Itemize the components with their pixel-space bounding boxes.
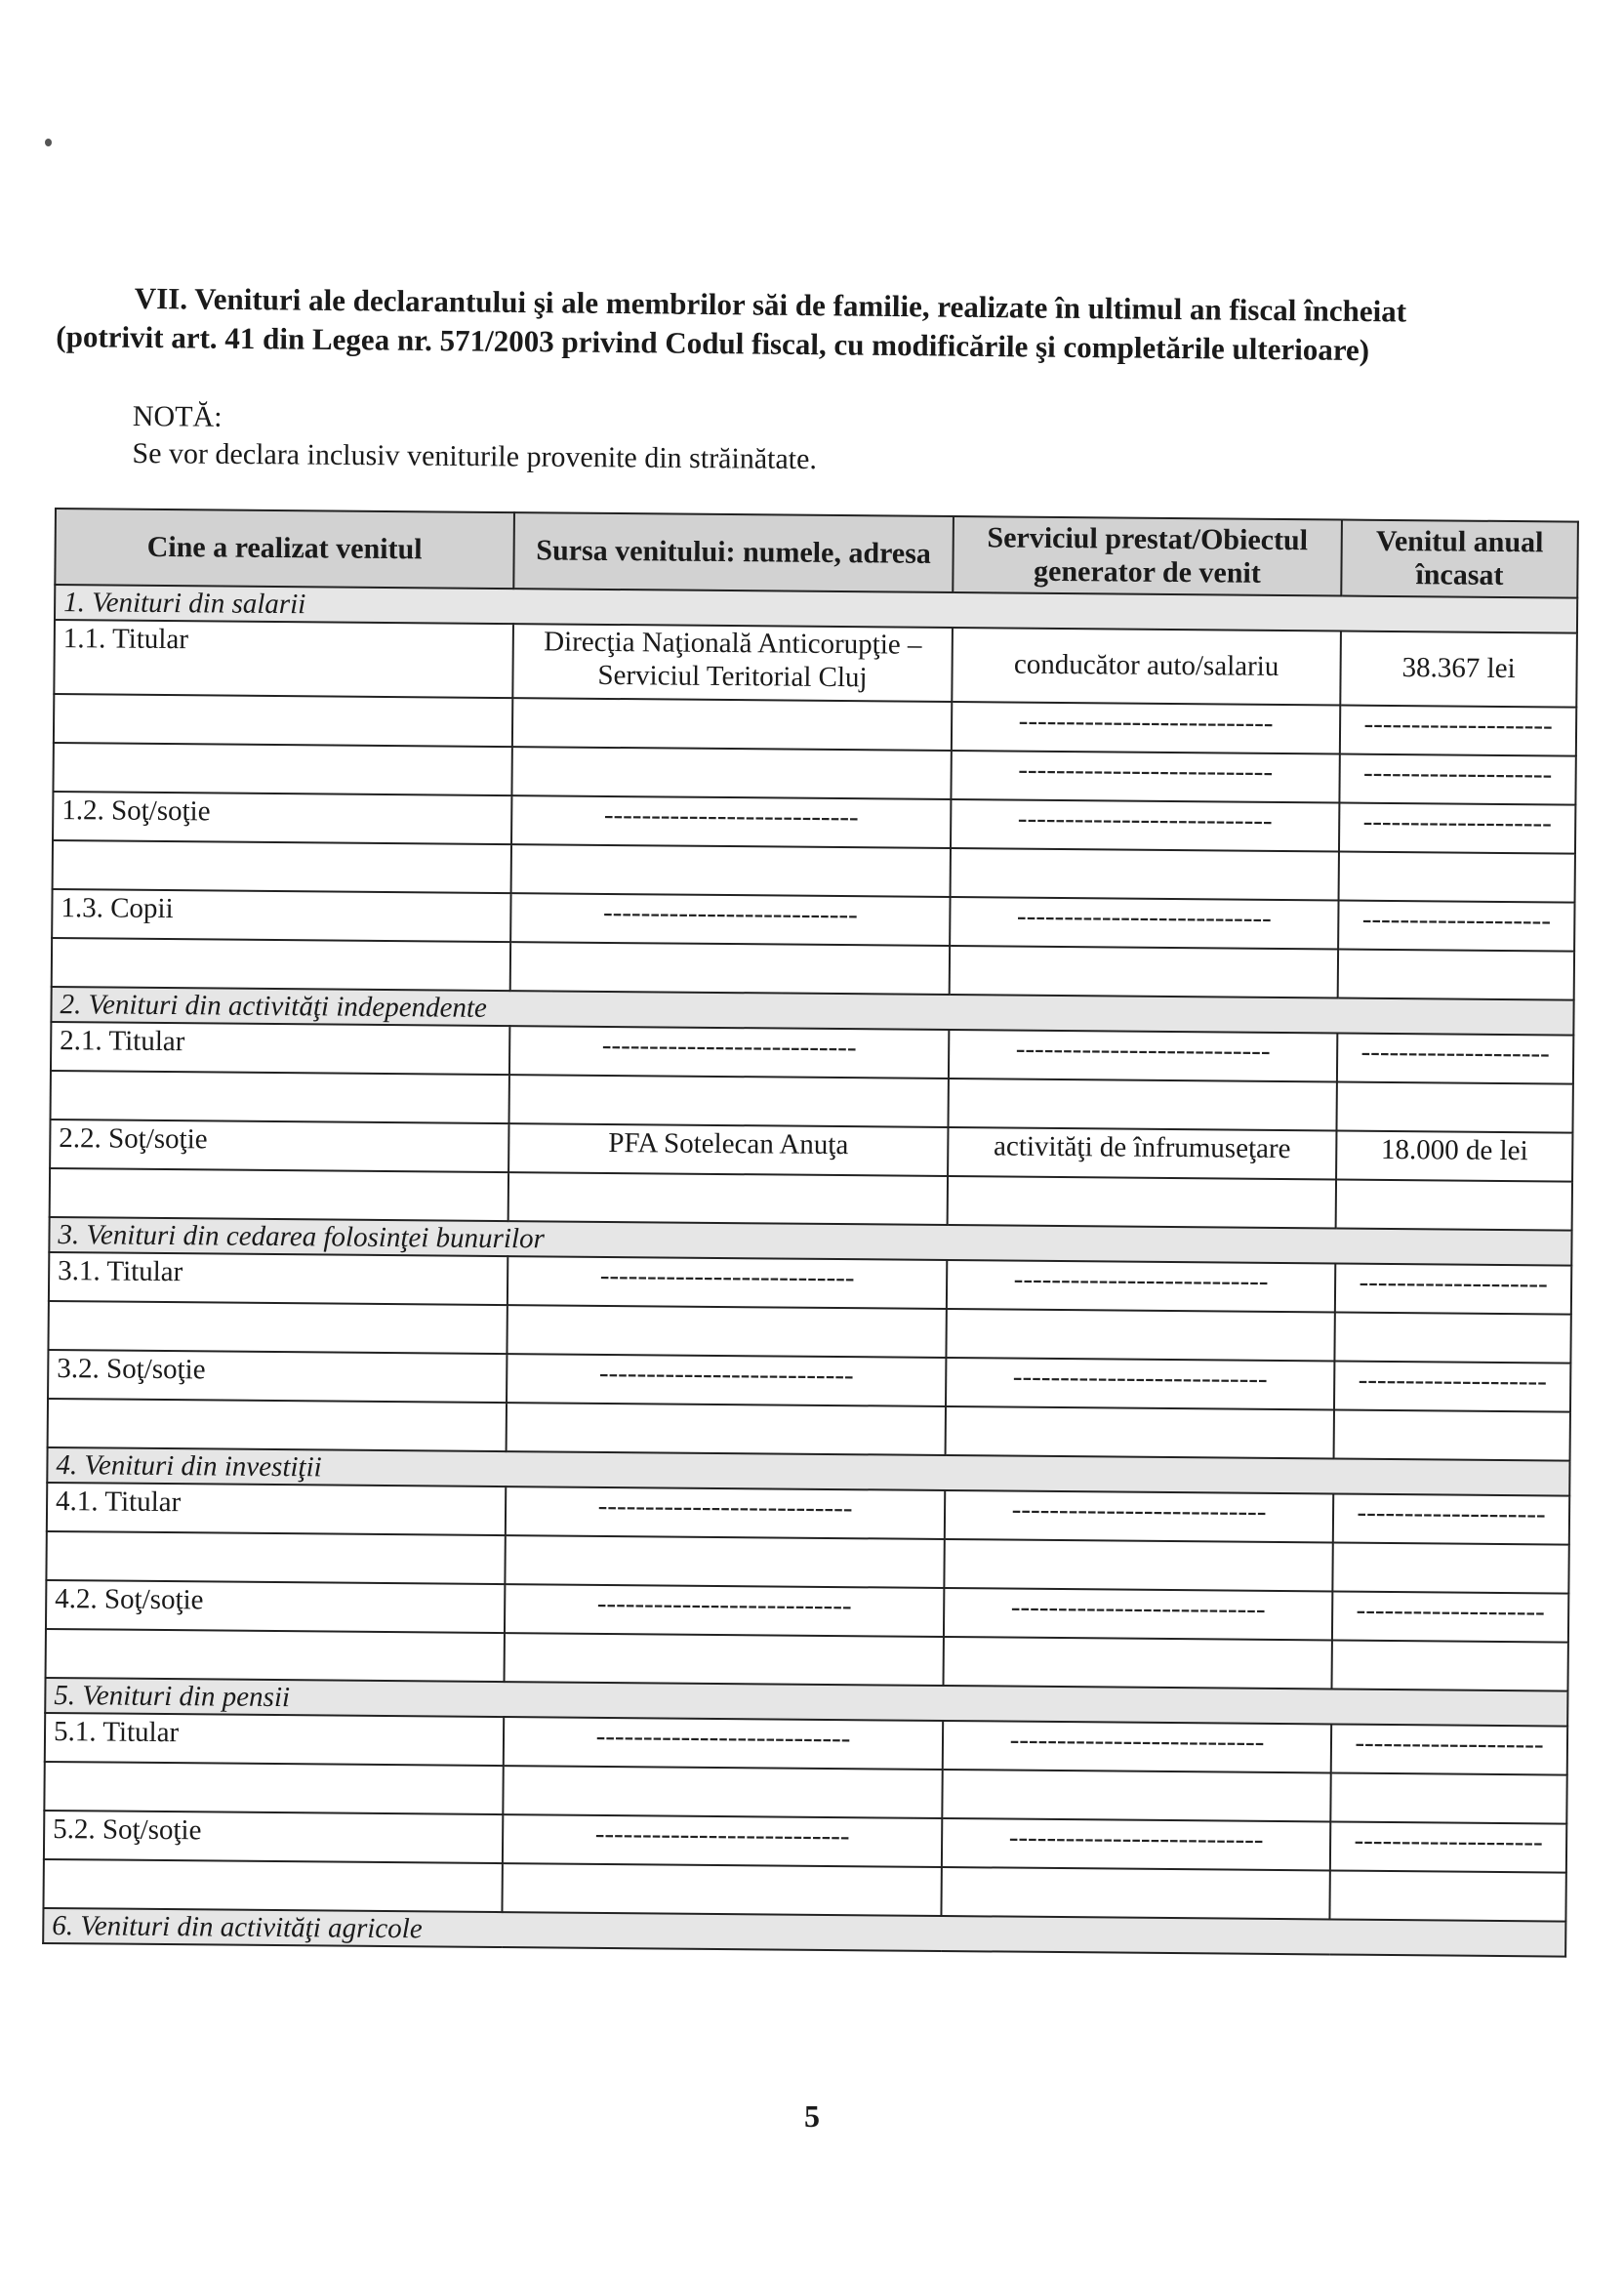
- cell-dash: --------------------: [1332, 1591, 1568, 1642]
- cell-dash: ---------------------------: [945, 1490, 1333, 1542]
- cell-who: 1.2. Soţ/soţie: [53, 792, 511, 844]
- cell-empty: [950, 946, 1338, 998]
- col-header-who: Cine a realizat venitul: [55, 509, 514, 589]
- cell-empty: [946, 1309, 1334, 1361]
- cell-dash: --------------------: [1339, 802, 1575, 853]
- cell-empty: [507, 1305, 946, 1358]
- cell-dash: --------------------: [1330, 1821, 1566, 1872]
- cell-empty: [1329, 1870, 1565, 1921]
- cell-empty: [948, 1176, 1336, 1228]
- cell-dash: ---------------------------: [951, 751, 1339, 802]
- cell-dash: ---------------------------: [944, 1588, 1332, 1640]
- cell-empty: [1332, 1542, 1568, 1593]
- cell-empty: [46, 1629, 505, 1682]
- cell-income: 18.000 de lei: [1336, 1130, 1572, 1181]
- cell-empty: [43, 1859, 502, 1912]
- cell-dash: --------------------: [1333, 1493, 1569, 1544]
- cell-empty: [946, 1406, 1334, 1458]
- cell-dash: ---------------------------: [503, 1814, 942, 1867]
- cell-dash: ---------------------------: [949, 1030, 1337, 1081]
- cell-dash: ---------------------------: [509, 1026, 949, 1079]
- cell-dash: ---------------------------: [952, 702, 1340, 753]
- page-number: 5: [804, 2098, 820, 2134]
- cell-empty: [1331, 1640, 1567, 1690]
- cell-dash: ---------------------------: [507, 1354, 946, 1406]
- col-header-service: Serviciul prestat/Obiectul generator de venit: [953, 516, 1342, 595]
- cell-dash: ---------------------------: [950, 897, 1338, 949]
- cell-empty: [948, 1079, 1336, 1130]
- section-title: 3. Venituri din cedarea folosinţei bunurilor: [49, 1217, 1571, 1266]
- cell-empty: [1334, 1409, 1570, 1460]
- cell-who: 4.2. Soţ/soţie: [46, 1580, 505, 1633]
- cell-who: 1.1. Titular: [54, 620, 513, 698]
- cell-who: 4.1. Titular: [47, 1483, 506, 1535]
- col-header-source: Sursa venitului: numele, adresa: [513, 512, 954, 592]
- heading-line-1: VII. Venituri ale declarantului şi ale membrilor săi de familie, realizate în ultimul an fiscal încheiat: [134, 280, 1407, 329]
- section-title: 2. Venituri din activităţi independente: [51, 987, 1573, 1036]
- cell-empty: [505, 1633, 944, 1686]
- table-header-row: [55, 509, 1578, 598]
- cell-empty: [1338, 949, 1574, 999]
- cell-dash: ---------------------------: [510, 893, 950, 946]
- cell-empty: [52, 938, 510, 991]
- note-text: Se vor declara inclusiv veniturile provenite din străinătate.: [132, 436, 818, 476]
- cell-dash: ---------------------------: [505, 1584, 944, 1637]
- section-heading: [56, 278, 1599, 373]
- cell-empty: [512, 698, 952, 751]
- cell-dash: ---------------------------: [943, 1721, 1331, 1772]
- income-table-wrapper: [42, 508, 1577, 1958]
- cell-dash: ---------------------------: [506, 1486, 945, 1539]
- cell-empty: [509, 1075, 949, 1127]
- cell-dash: --------------------: [1338, 900, 1574, 951]
- cell-empty: [50, 1168, 508, 1221]
- cell-who: 2.1. Titular: [51, 1022, 509, 1075]
- cell-empty: [1336, 1081, 1572, 1132]
- cell-empty: [1339, 851, 1575, 902]
- note-label: NOTĂ:: [132, 399, 223, 433]
- heading-line-2: (potrivit art. 41 din Legea nr. 571/2003 privind Codul fiscal, cu modificările şi completările ulterioare): [56, 318, 1370, 368]
- cell-service: activităţi de înfrumuseţare: [948, 1127, 1336, 1179]
- cell-dash: ---------------------------: [951, 799, 1339, 851]
- cell-empty: [511, 844, 951, 897]
- cell-service: conducător auto/salariu: [952, 628, 1341, 705]
- cell-empty: [53, 743, 511, 795]
- cell-income: 38.367 lei: [1340, 631, 1577, 708]
- cell-dash: ---------------------------: [946, 1358, 1334, 1409]
- cell-who: 1.3. Copii: [52, 889, 510, 942]
- cell-empty: [511, 747, 951, 799]
- cell-empty: [48, 1399, 507, 1451]
- cell-empty: [1330, 1772, 1566, 1823]
- cell-empty: [1334, 1312, 1570, 1363]
- cell-source: PFA Sotelecan Anuţa: [508, 1123, 948, 1176]
- cell-dash: --------------------: [1335, 1263, 1571, 1314]
- note-block: [132, 398, 1401, 483]
- cell-empty: [502, 1863, 941, 1916]
- cell-dash: --------------------: [1334, 1361, 1570, 1411]
- cell-dash: ---------------------------: [511, 795, 951, 848]
- section-title: 1. Venituri din salarii: [55, 585, 1577, 633]
- scan-speck: [45, 139, 52, 146]
- table-row: [54, 620, 1577, 708]
- section-title: 5. Venituri din pensii: [45, 1678, 1567, 1727]
- cell-source: Direcţia Naţională Anticorupţie – Serviciul Teritorial Cluj: [512, 624, 953, 702]
- cell-empty: [508, 1172, 948, 1225]
- cell-empty: [951, 848, 1339, 900]
- cell-who: 2.2. Soţ/soţie: [50, 1120, 508, 1172]
- cell-who: 5.2. Soţ/soţie: [44, 1811, 503, 1863]
- cell-empty: [54, 694, 512, 747]
- cell-empty: [48, 1301, 507, 1354]
- cell-who: 3.2. Soţ/soţie: [48, 1350, 507, 1403]
- cell-empty: [944, 1539, 1332, 1591]
- cell-empty: [510, 942, 950, 995]
- cell-dash: --------------------: [1339, 754, 1575, 805]
- cell-dash: ---------------------------: [947, 1260, 1335, 1312]
- cell-empty: [53, 840, 511, 893]
- cell-empty: [507, 1403, 946, 1455]
- cell-empty: [942, 1770, 1330, 1821]
- cell-dash: ---------------------------: [942, 1818, 1330, 1870]
- col-header-income: Venitul anual încasat: [1341, 520, 1578, 598]
- cell-dash: --------------------: [1337, 1033, 1573, 1083]
- cell-dash: --------------------: [1331, 1724, 1567, 1774]
- income-table: [42, 508, 1579, 1958]
- cell-empty: [1336, 1179, 1572, 1230]
- cell-who: 5.1. Titular: [45, 1713, 504, 1766]
- cell-empty: [941, 1867, 1329, 1919]
- cell-dash: --------------------: [1340, 706, 1576, 756]
- cell-empty: [505, 1535, 944, 1588]
- cell-empty: [46, 1531, 505, 1584]
- cell-empty: [944, 1637, 1332, 1689]
- cell-empty: [44, 1762, 503, 1814]
- cell-dash: ---------------------------: [504, 1717, 943, 1770]
- cell-empty: [51, 1071, 509, 1123]
- section-title: 6. Venituri din activităţi agricole: [43, 1908, 1565, 1957]
- cell-dash: ---------------------------: [508, 1256, 947, 1309]
- cell-empty: [503, 1766, 942, 1818]
- section-title: 4. Venituri din investiţii: [47, 1447, 1569, 1496]
- cell-who: 3.1. Titular: [49, 1252, 508, 1305]
